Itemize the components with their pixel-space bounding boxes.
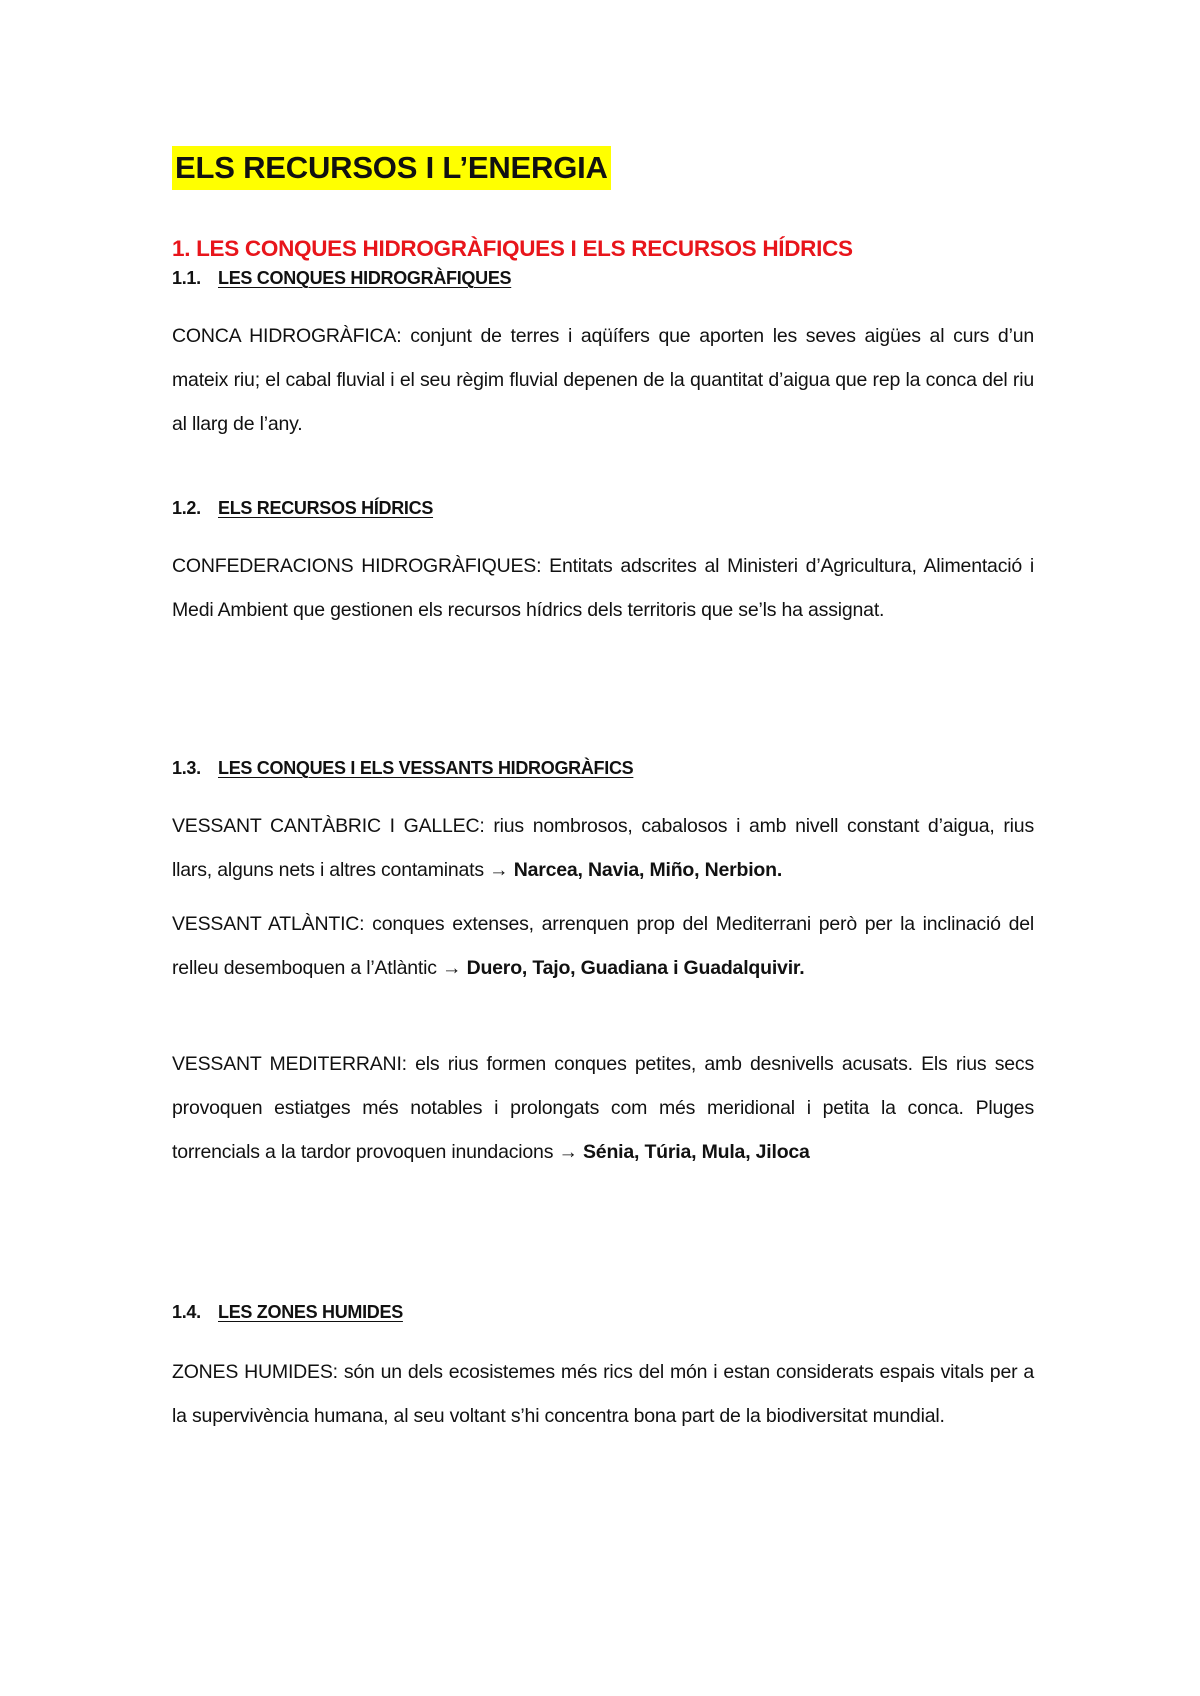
river-list: Duero, Tajo, Guadiana i Guadalquivir.: [466, 957, 805, 979]
subsection-heading-1-4: [172, 1302, 403, 1323]
paragraph-text: VESSANT MEDITERRANI: els rius formen conques petites, amb desnivells acusats. Els rius secs provoquen estiatges més notables i prolongats com més meridional i petita la conca. Pluges torrencials a la tardor provoquen inundacions: [172, 1053, 1034, 1163]
subsection-title: ELS RECURSOS HÍDRICS: [218, 498, 434, 518]
document-title: ELS RECURSOS I L’ENERGIA: [172, 146, 611, 190]
subsection-number: 1.3.: [172, 758, 201, 778]
river-list: Sénia, Túria, Mula, Jiloca: [583, 1141, 810, 1163]
paragraph-zones-humides: ZONES HUMIDES: són un dels ecosistemes més rics del món i estan considerats espais vitals per a la supervivència humana, al seu voltant s’hi concentra bona part de la biodiversitat mundial.: [172, 1361, 1034, 1427]
subsection-title: LES CONQUES I ELS VESSANTS HIDROGRÀFICS: [218, 758, 634, 778]
subsection-number: 1.2.: [172, 498, 201, 518]
section-heading: 1. LES CONQUES HIDROGRÀFIQUES I ELS RECURSOS HÍDRICS: [172, 236, 853, 261]
subsection-number: 1.1.: [172, 268, 201, 288]
subsection-title: LES ZONES HUMIDES: [218, 1302, 403, 1322]
subsection-heading-1-1: [172, 268, 511, 289]
paragraph-vessant-atlantic: [172, 902, 1034, 990]
arrow-right-icon: →: [442, 957, 462, 979]
arrow-right-icon: →: [489, 859, 509, 881]
river-list: Narcea, Navia, Miño, Nerbion.: [513, 859, 783, 881]
paragraph-vessant-mediterrani: [172, 1042, 1034, 1174]
paragraph-text: VESSANT CANTÀBRIC I GALLEC: rius nombrosos, cabalosos i amb nivell constant d’aigua, rius llars, alguns nets i altres contaminats: [172, 815, 1034, 881]
paragraph-conca-hidrografica: CONCA HIDROGRÀFICA: conjunt de terres i aqüífers que aporten les seves aigües al curs d’un mateix riu; el cabal fluvial i el seu règim fluvial depenen de la quantitat d’aigua que rep la conca del riu al llarg de l’any.: [172, 325, 1034, 435]
paragraph-vessant-cantabric: [172, 804, 1034, 892]
subsection-heading-1-3: [172, 758, 633, 779]
paragraph-text: VESSANT ATLÀNTIC: conques extenses, arrenquen prop del Mediterrani però per la inclinació del relleu desemboquen a l’Atlàntic: [172, 913, 1034, 979]
subsection-heading-1-2: [172, 498, 433, 519]
subsection-number: 1.4.: [172, 1302, 201, 1322]
subsection-title: LES CONQUES HIDROGRÀFIQUES: [218, 268, 512, 288]
paragraph-confederacions: CONFEDERACIONS HIDROGRÀFIQUES: Entitats adscrites al Ministeri d’Agricultura, Alimentació i Medi Ambient que gestionen els recursos hídrics dels territoris que se’ls ha assignat.: [172, 555, 1034, 621]
arrow-right-icon: →: [558, 1141, 578, 1163]
